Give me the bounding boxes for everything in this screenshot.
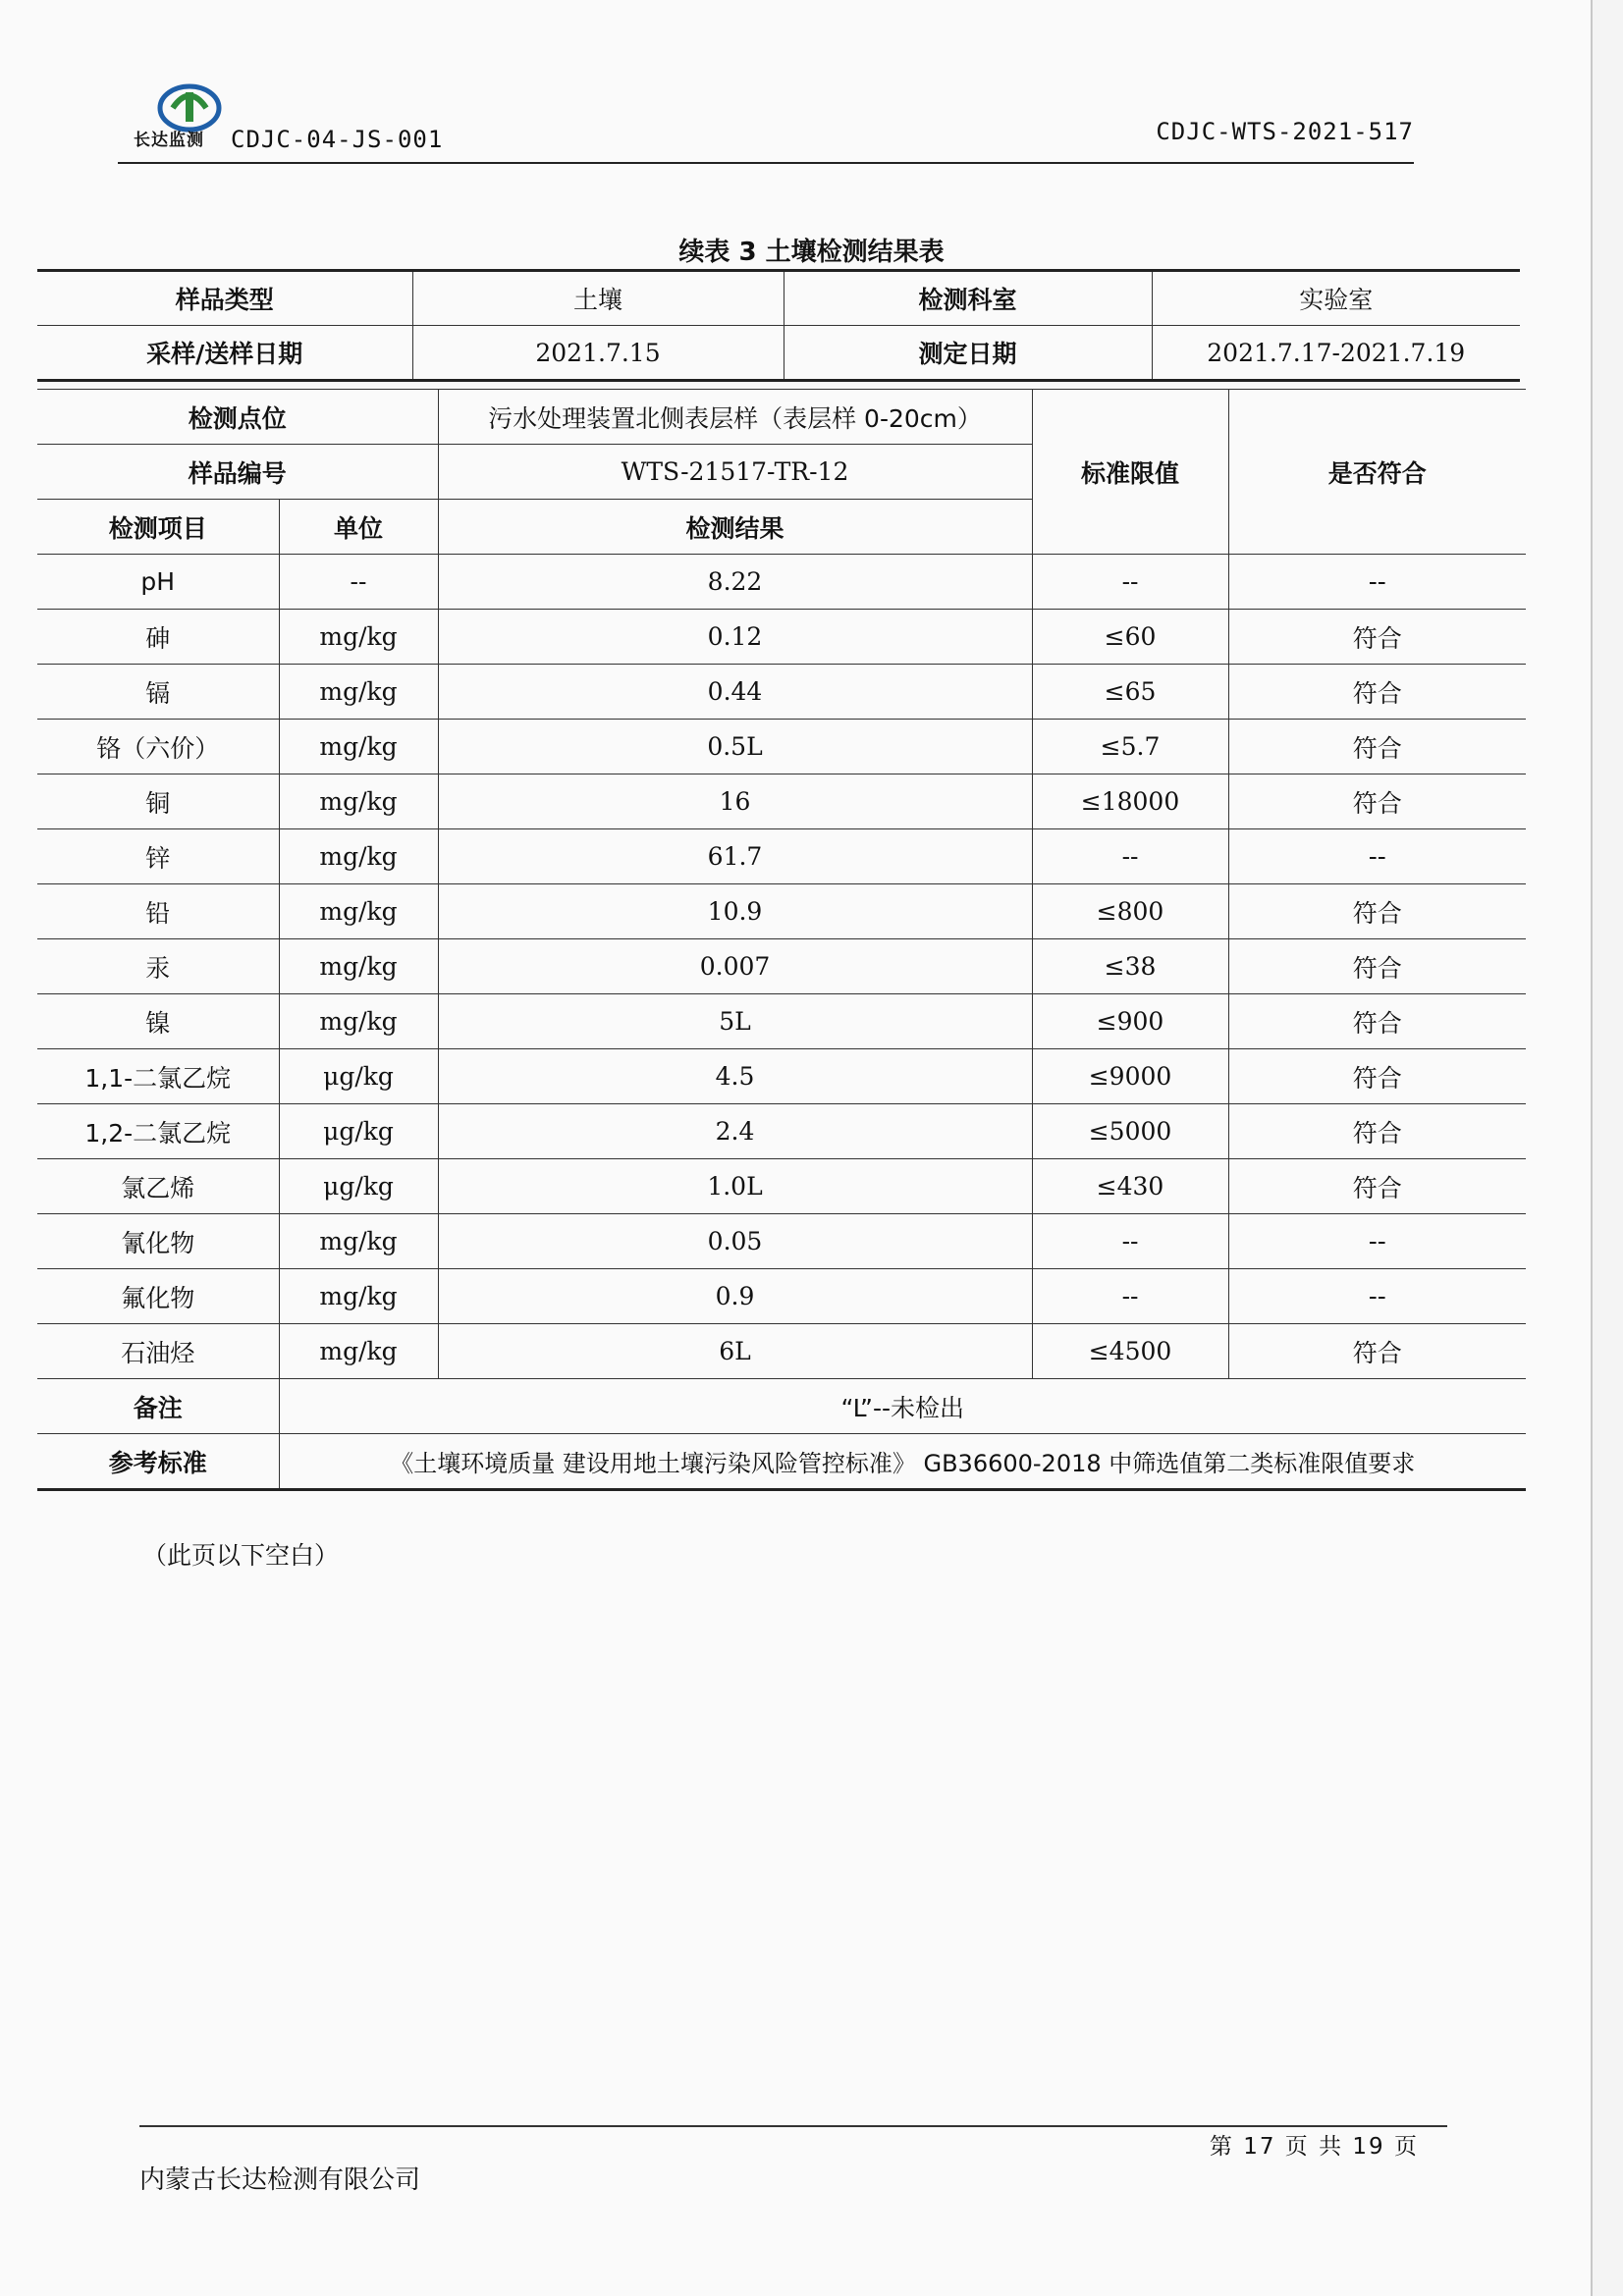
company-name: 内蒙古长达检测有限公司 [139, 2165, 421, 2195]
item-cell: 铬（六价） [37, 720, 279, 774]
result-cell: 0.12 [438, 610, 1032, 665]
result-cell: 1.0L [438, 1159, 1032, 1214]
unit-header: 单位 [279, 500, 438, 555]
reference-value: 《土壤环境质量 建设用地土壤污染风险管控标准》 GB36600-2018 中筛选值第二类标准限值要求 [279, 1434, 1526, 1490]
limit-cell: -- [1032, 829, 1228, 884]
remark-label: 备注 [37, 1379, 279, 1434]
table-row [37, 610, 1526, 665]
limit-cell: ≤4500 [1032, 1324, 1228, 1379]
limit-cell: ≤5000 [1032, 1104, 1228, 1159]
table-row [37, 829, 1526, 884]
conform-cell: 符合 [1228, 720, 1526, 774]
info-row [37, 271, 1520, 326]
footer-divider [139, 2125, 1447, 2127]
result-cell: 5L [438, 994, 1032, 1049]
sample-no-label: 样品编号 [37, 445, 438, 500]
item-cell: 氯乙烯 [37, 1159, 279, 1214]
item-cell: 氰化物 [37, 1214, 279, 1269]
item-cell: 氟化物 [37, 1269, 279, 1324]
sampling-date-label: 采样/送样日期 [37, 326, 412, 381]
location-label: 检测点位 [37, 390, 438, 445]
table-title: 续表 3 土壤检测结果表 [678, 238, 945, 267]
table-row [37, 1049, 1526, 1104]
table-row [37, 1159, 1526, 1214]
conform-cell: -- [1228, 1214, 1526, 1269]
item-cell: 铅 [37, 884, 279, 939]
result-cell: 4.5 [438, 1049, 1032, 1104]
test-date-value: 2021.7.17-2021.7.19 [1152, 326, 1520, 381]
sample-no-value: WTS-21517-TR-12 [438, 445, 1032, 500]
sampling-date-value: 2021.7.15 [412, 326, 784, 381]
table-row [37, 884, 1526, 939]
result-cell: 2.4 [438, 1104, 1032, 1159]
result-cell: 8.22 [438, 555, 1032, 610]
unit-cell: -- [279, 555, 438, 610]
limit-cell: -- [1032, 555, 1228, 610]
conform-header: 是否符合 [1228, 390, 1526, 555]
sample-info-table [37, 269, 1520, 382]
conform-cell: 符合 [1228, 610, 1526, 665]
page-number: 第 17 页 共 19 页 [1209, 2134, 1419, 2160]
table-row [37, 555, 1526, 610]
unit-cell: μg/kg [279, 1159, 438, 1214]
location-value: 污水处理装置北侧表层样（表层样 0-20cm） [438, 390, 1032, 445]
test-date-label: 测定日期 [784, 326, 1152, 381]
result-cell: 6L [438, 1324, 1032, 1379]
result-cell: 0.05 [438, 1214, 1032, 1269]
limit-cell: ≤430 [1032, 1159, 1228, 1214]
result-cell: 16 [438, 774, 1032, 829]
table-row [37, 720, 1526, 774]
table-row [37, 939, 1526, 994]
unit-cell: μg/kg [279, 1049, 438, 1104]
result-header: 检测结果 [438, 500, 1032, 555]
limit-cell: ≤38 [1032, 939, 1228, 994]
unit-cell: mg/kg [279, 994, 438, 1049]
result-cell: 0.007 [438, 939, 1032, 994]
lab-label: 检测科室 [784, 271, 1152, 326]
conform-cell: 符合 [1228, 665, 1526, 720]
unit-cell: mg/kg [279, 610, 438, 665]
result-cell: 10.9 [438, 884, 1032, 939]
conform-cell: -- [1228, 1269, 1526, 1324]
conform-cell: 符合 [1228, 1159, 1526, 1214]
unit-cell: mg/kg [279, 1324, 438, 1379]
table-row [37, 994, 1526, 1049]
unit-cell: mg/kg [279, 665, 438, 720]
item-cell: 砷 [37, 610, 279, 665]
unit-cell: mg/kg [279, 1269, 438, 1324]
info-row [37, 326, 1520, 381]
reference-row [37, 1434, 1526, 1490]
conform-cell: -- [1228, 829, 1526, 884]
conform-cell: 符合 [1228, 1049, 1526, 1104]
item-cell: pH [37, 555, 279, 610]
limit-cell: ≤900 [1032, 994, 1228, 1049]
unit-cell: mg/kg [279, 884, 438, 939]
unit-cell: mg/kg [279, 1214, 438, 1269]
doc-code-right: CDJC-WTS-2021-517 [1156, 118, 1414, 145]
limit-cell: ≤9000 [1032, 1049, 1228, 1104]
table-row [37, 1214, 1526, 1269]
conform-cell: 符合 [1228, 884, 1526, 939]
result-cell: 0.44 [438, 665, 1032, 720]
limit-header: 标准限值 [1032, 390, 1228, 555]
limit-cell: ≤60 [1032, 610, 1228, 665]
conform-cell: 符合 [1228, 774, 1526, 829]
limit-cell: ≤65 [1032, 665, 1228, 720]
item-cell: 1,2-二氯乙烷 [37, 1104, 279, 1159]
limit-cell: -- [1032, 1269, 1228, 1324]
page-header [118, 69, 1414, 162]
unit-cell: mg/kg [279, 774, 438, 829]
item-cell: 铜 [37, 774, 279, 829]
limit-cell: ≤800 [1032, 884, 1228, 939]
conform-cell: 符合 [1228, 1324, 1526, 1379]
results-table [37, 389, 1526, 1491]
doc-code-left: CDJC-04-JS-001 [231, 126, 444, 153]
item-cell: 汞 [37, 939, 279, 994]
table-row [37, 1324, 1526, 1379]
result-cell: 0.9 [438, 1269, 1032, 1324]
table-row [37, 1269, 1526, 1324]
limit-cell: ≤5.7 [1032, 720, 1228, 774]
sample-type-value: 土壤 [412, 271, 784, 326]
logo-text: 长达监测 [134, 131, 204, 150]
unit-cell: mg/kg [279, 939, 438, 994]
unit-cell: mg/kg [279, 720, 438, 774]
result-cell: 61.7 [438, 829, 1032, 884]
table-row [37, 1104, 1526, 1159]
reference-label: 参考标准 [37, 1434, 279, 1490]
conform-cell: -- [1228, 555, 1526, 610]
item-cell: 镍 [37, 994, 279, 1049]
remark-value: “L”--未检出 [279, 1379, 1526, 1434]
limit-cell: ≤18000 [1032, 774, 1228, 829]
blank-note: （此页以下空白） [142, 1541, 340, 1570]
result-cell: 0.5L [438, 720, 1032, 774]
table-row [37, 665, 1526, 720]
table-row [37, 774, 1526, 829]
item-cell: 镉 [37, 665, 279, 720]
item-cell: 1,1-二氯乙烷 [37, 1049, 279, 1104]
conform-cell: 符合 [1228, 939, 1526, 994]
item-cell: 锌 [37, 829, 279, 884]
conform-cell: 符合 [1228, 1104, 1526, 1159]
location-row [37, 390, 1526, 445]
sample-type-label: 样品类型 [37, 271, 412, 326]
remark-row [37, 1379, 1526, 1434]
conform-cell: 符合 [1228, 994, 1526, 1049]
item-cell: 石油烃 [37, 1324, 279, 1379]
limit-cell: -- [1032, 1214, 1228, 1269]
item-header: 检测项目 [37, 500, 279, 555]
header-divider [118, 162, 1414, 164]
lab-value: 实验室 [1152, 271, 1520, 326]
unit-cell: μg/kg [279, 1104, 438, 1159]
unit-cell: mg/kg [279, 829, 438, 884]
